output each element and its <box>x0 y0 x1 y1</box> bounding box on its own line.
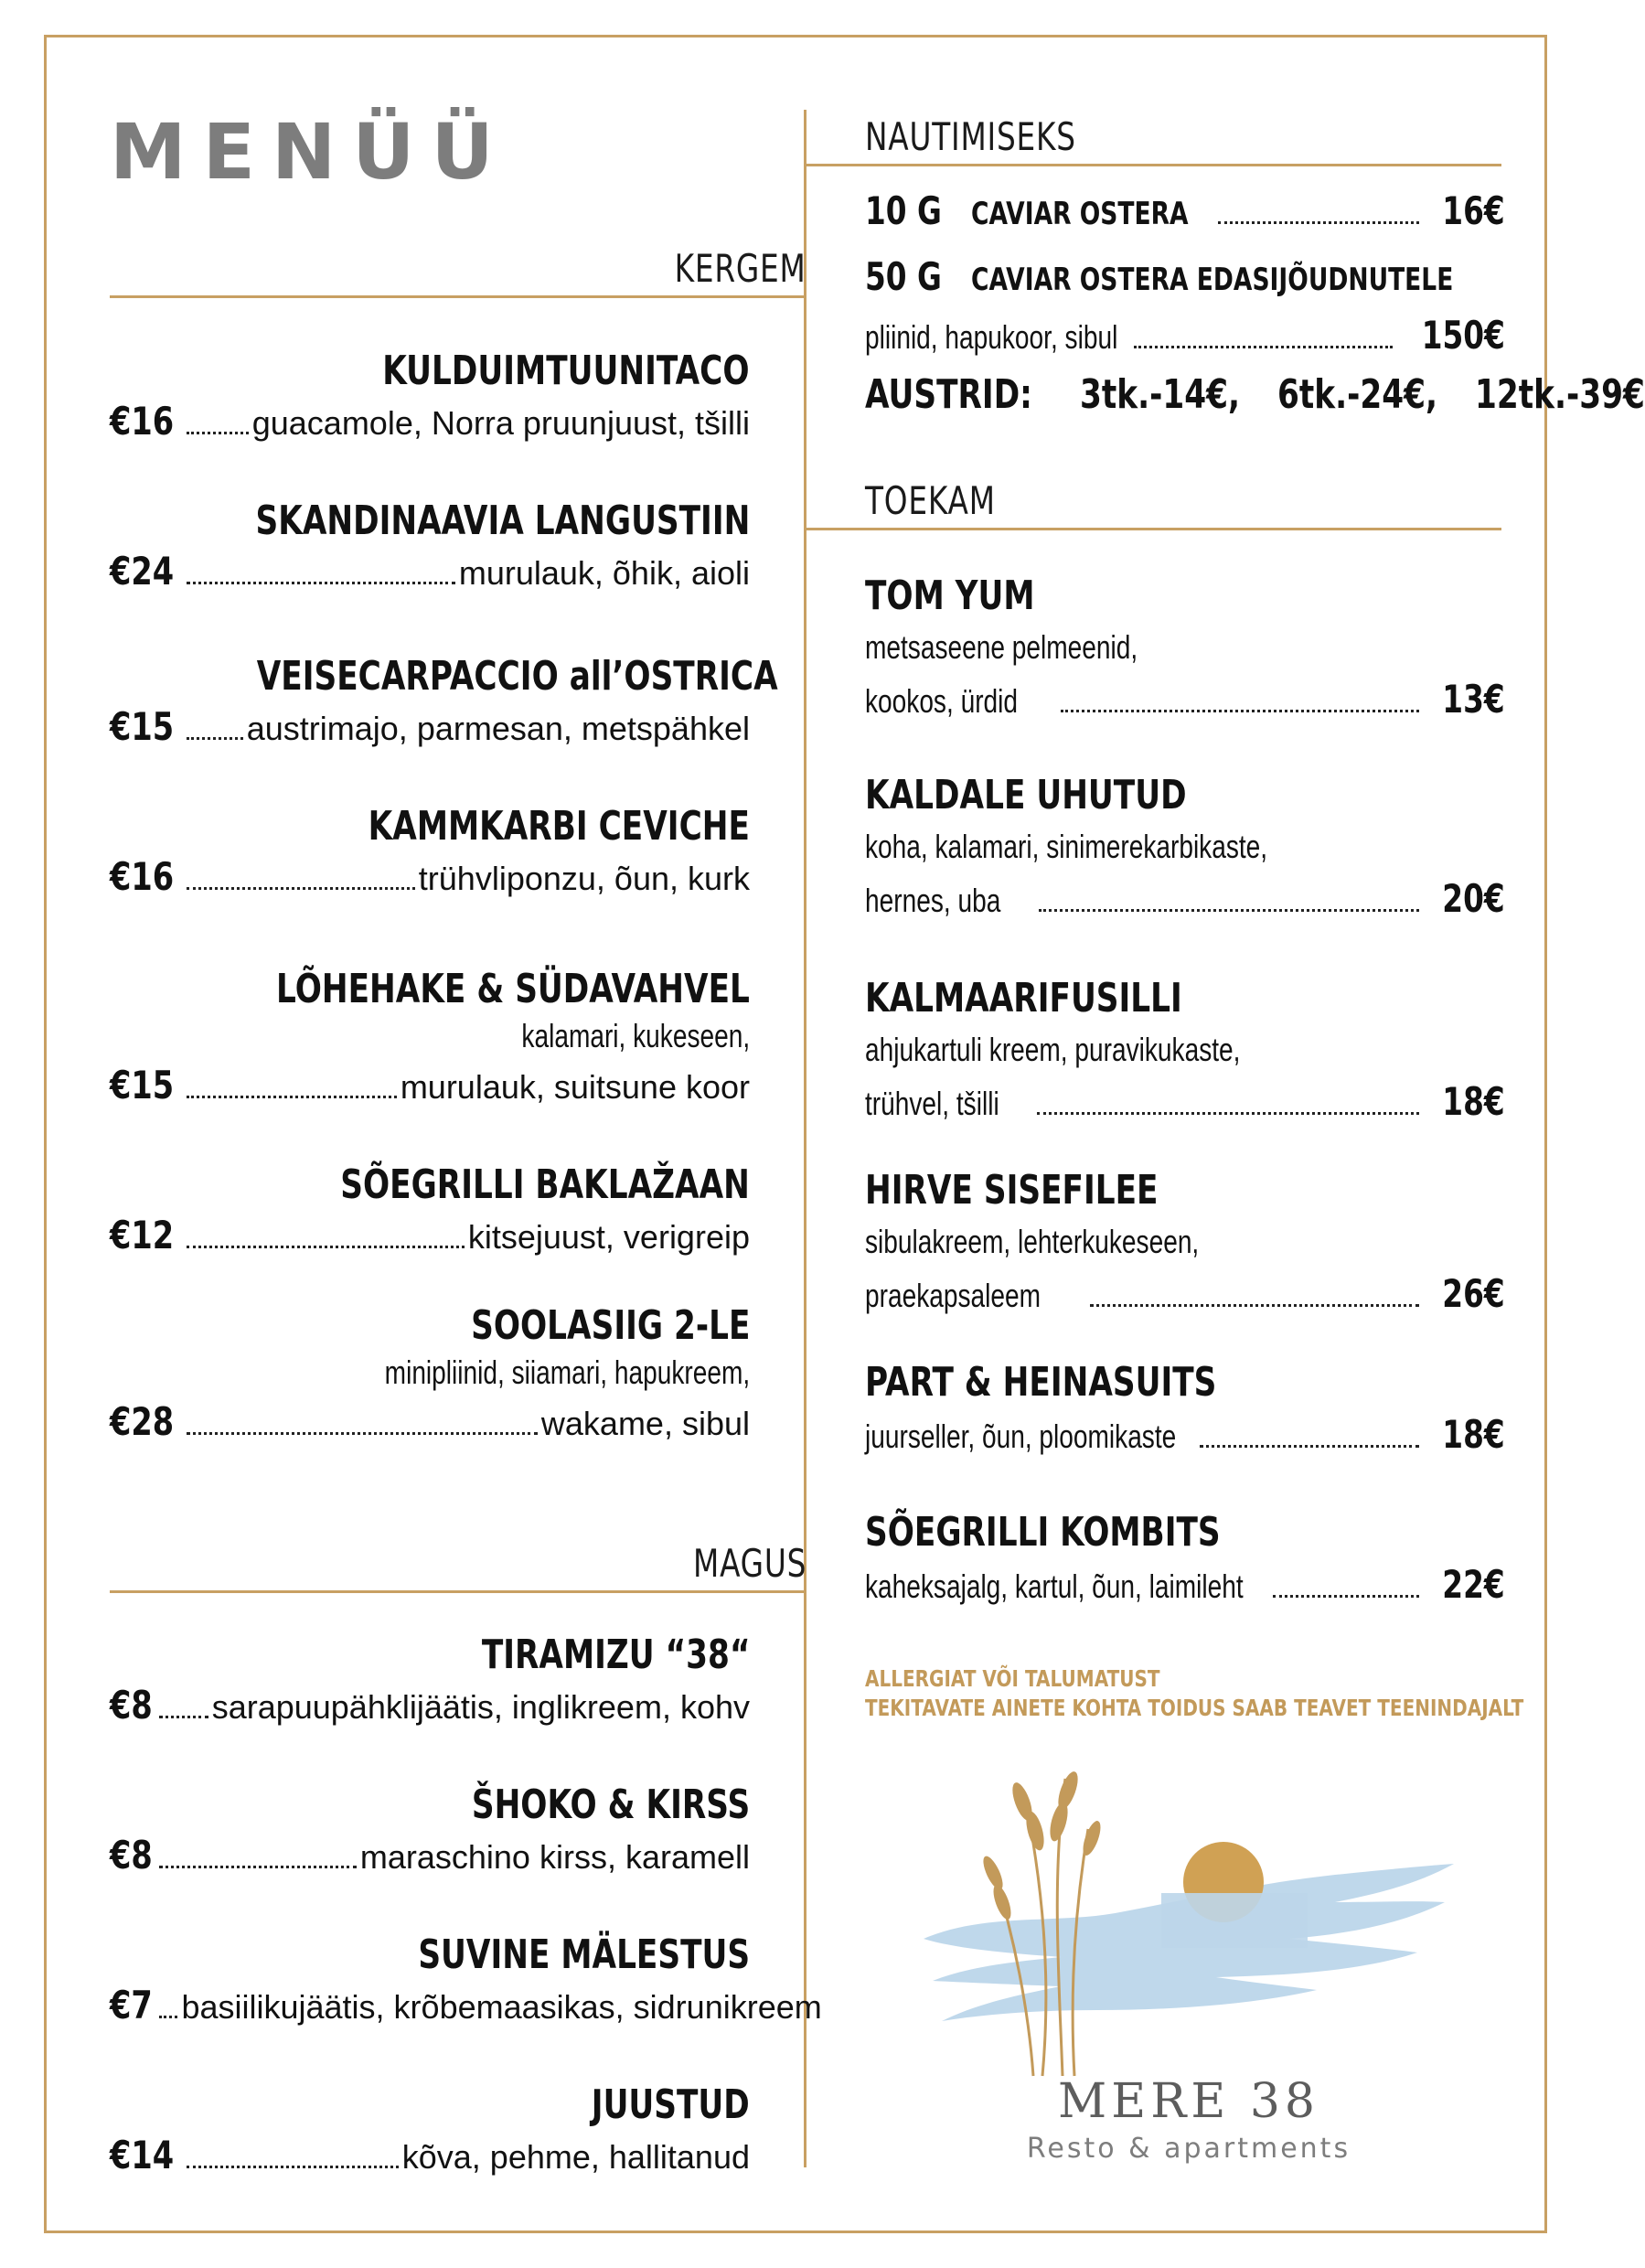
item-price: €8 <box>110 1833 153 1878</box>
logo-name: MERE 38 <box>1057 2074 1319 2129</box>
dot-leader <box>187 1432 538 1435</box>
logo-subtitle: Resto & apartments <box>1026 2133 1351 2165</box>
item-name: SUVINE MÄLESTUS <box>418 1931 750 1978</box>
menu-item <box>110 1931 822 2032</box>
item-name: SKANDINAAVIA LANGUSTIIN <box>255 497 750 544</box>
item-description: maraschino kirss, karamell <box>359 1838 750 1876</box>
item-description: murulauk, õhik, aioli <box>458 554 750 592</box>
item-price: 150€ <box>1421 313 1505 358</box>
item-subtitle: kalamari, kukeseen, <box>521 1017 750 1054</box>
item-description: trühvel, tšilli <box>865 1085 999 1122</box>
section-toekam <box>805 466 1501 530</box>
item-price: 20€ <box>1442 876 1505 921</box>
section-label: NAUTIMISEKS <box>865 114 1076 159</box>
oysters-line <box>865 371 1645 435</box>
dot-leader <box>187 432 249 434</box>
item-description: murulauk, suitsune koor <box>400 1068 750 1106</box>
menu-item <box>110 966 750 1112</box>
item-description: hernes, uba <box>865 882 1001 919</box>
caviar-50g-detail <box>865 309 1505 362</box>
section-label: KERGEM <box>675 246 806 291</box>
menu-item <box>110 2081 750 2182</box>
caviar-50g-line <box>865 254 1505 313</box>
section-magus <box>110 1529 806 1593</box>
item-subtitle: minipliinid, siiamari, hapukreem, <box>384 1353 750 1391</box>
menu-item <box>865 1165 1505 1321</box>
section-kergem <box>110 234 806 298</box>
dot-leader <box>1273 1595 1419 1598</box>
oysters-6: 6tk.-24€, <box>1276 371 1438 418</box>
item-price: €7 <box>110 1983 153 2027</box>
caviar-10g-qty: 10 G <box>865 188 942 233</box>
dot-leader <box>1218 221 1419 224</box>
caviar-50g-qty: 50 G <box>865 254 942 299</box>
menu-item <box>865 571 1505 726</box>
section-nautimiseks <box>805 102 1501 166</box>
item-description: austrimajo, parmesan, metspähkel <box>246 710 750 747</box>
item-price: €16 <box>110 399 175 444</box>
menu-title: MENÜÜ <box>110 107 510 197</box>
dot-leader <box>1200 1445 1419 1448</box>
item-price: €16 <box>110 854 175 899</box>
item-name: KALDALE UHUTUD <box>865 772 1187 818</box>
item-description: basiilikujäätis, krõbemaasikas, sidrunikreem <box>181 1988 822 2026</box>
item-price: €28 <box>110 1399 175 1444</box>
item-name: KAMMKARBI CEVICHE <box>368 803 750 850</box>
dot-leader <box>159 1716 208 1718</box>
allergy-note <box>865 1664 1524 1723</box>
column-divider <box>804 110 806 2167</box>
item-name: VEISECARPACCIO all’OSTRICA <box>256 653 778 700</box>
item-name: KALMAARIFUSILLI <box>865 975 1182 1022</box>
item-name: LÕHEHAKE & SÜDAVAHVEL <box>276 966 750 1012</box>
menu-item <box>865 973 1505 1129</box>
menu-item <box>865 1507 1505 1611</box>
caviar-10g-name: CAVIAR OSTERA <box>970 196 1189 232</box>
item-subtitle: ahjukartuli kreem, puravikukaste, <box>865 1031 1241 1068</box>
section-label: TOEKAM <box>865 478 996 523</box>
item-name: SOOLASIIG 2-LE <box>470 1302 750 1349</box>
item-price: 18€ <box>1442 1079 1505 1124</box>
oysters-12: 12tk.-39€ <box>1475 371 1645 418</box>
dot-leader <box>187 2166 399 2168</box>
item-price: 26€ <box>1442 1271 1505 1316</box>
item-price: €12 <box>110 1213 175 1257</box>
dot-leader <box>1090 1304 1419 1307</box>
item-name: ŠHOKO & KIRSS <box>471 1781 750 1828</box>
dot-leader <box>1134 346 1393 348</box>
dot-leader <box>187 887 415 890</box>
menu-item <box>110 1781 750 1882</box>
caviar-10g-line <box>865 188 1505 249</box>
item-description: sarapuupähklijäätis, inglikreem, kohv <box>211 1688 750 1726</box>
caviar-10g-price: 16€ <box>1442 188 1505 233</box>
dot-leader <box>187 1246 465 1248</box>
item-name: HIRVE SISEFILEE <box>865 1167 1159 1214</box>
allergy-line-1: ALLERGIAT VÕI TALUMATUST <box>865 1665 1160 1692</box>
oysters-label: AUSTRID: <box>865 371 1032 418</box>
item-price: 22€ <box>1442 1562 1505 1607</box>
item-name: SÕEGRILLI KOMBITS <box>865 1509 1221 1556</box>
item-subtitle: metsaseene pelmeenid, <box>865 628 1138 666</box>
menu-item <box>110 1631 750 1732</box>
item-description: trühvliponzu, õun, kurk <box>418 860 750 897</box>
item-name: KULDUIMTUUNITACO <box>382 348 750 394</box>
menu-item <box>110 803 750 904</box>
item-description: wakame, sibul <box>540 1405 750 1442</box>
item-description: kookos, ürdid <box>865 682 1019 720</box>
caviar-50g-name: CAVIAR OSTERA EDASIJÕUDNUTELE <box>970 262 1453 298</box>
item-price: 18€ <box>1442 1412 1505 1457</box>
item-description: pliinid, hapukoor, sibul <box>865 318 1118 356</box>
dot-leader <box>159 1866 356 1868</box>
dot-leader <box>187 1096 397 1098</box>
item-price: 13€ <box>1442 677 1505 722</box>
menu-item <box>110 653 778 754</box>
item-description: praekapsaleem <box>865 1277 1041 1314</box>
section-label: MAGUS <box>692 1541 806 1586</box>
item-name: SÕEGRILLI BAKLAŽAAN <box>340 1161 750 1208</box>
item-subtitle: sibulakreem, lehterkukeseen, <box>865 1223 1200 1260</box>
item-price: €15 <box>110 704 175 749</box>
dot-leader <box>159 2016 177 2018</box>
oysters-3: 3tk.-14€, <box>1079 371 1240 418</box>
item-description: kõva, pehme, hallitanud <box>401 2138 750 2176</box>
item-description: juurseller, õun, ploomikaste <box>865 1418 1177 1455</box>
item-price: €15 <box>110 1063 175 1107</box>
item-price: €8 <box>110 1683 153 1728</box>
item-description: kaheksajalg, kartul, õun, laimileht <box>865 1567 1244 1605</box>
menu-item <box>110 348 750 448</box>
dot-leader <box>1061 710 1419 712</box>
item-price: €14 <box>110 2133 175 2177</box>
item-name: PART & HEINASUITS <box>865 1359 1217 1406</box>
dot-leader <box>1037 1112 1419 1115</box>
item-description: guacamole, Norra pruunjuust, tšilli <box>251 404 750 442</box>
dot-leader <box>1039 909 1419 912</box>
allergy-line-2: TEKITAVATE AINETE KOHTA TOIDUS SAAB TEAVET TEENINDAJALT <box>865 1695 1524 1721</box>
menu-item <box>110 497 750 598</box>
dot-leader <box>187 582 455 584</box>
item-description: kitsejuust, verigreip <box>467 1218 750 1256</box>
item-name: TIRAMIZU “38“ <box>481 1631 750 1678</box>
dot-leader <box>187 737 243 740</box>
item-price: €24 <box>110 549 175 594</box>
menu-item <box>865 770 1505 925</box>
item-subtitle: koha, kalamari, sinimerekarbikaste, <box>865 828 1268 865</box>
menu-item <box>110 1302 750 1449</box>
menu-item <box>865 1357 1505 1461</box>
item-name: TOM YUM <box>865 572 1035 619</box>
item-name: JUUSTUD <box>591 2081 750 2128</box>
menu-item <box>110 1161 750 1262</box>
